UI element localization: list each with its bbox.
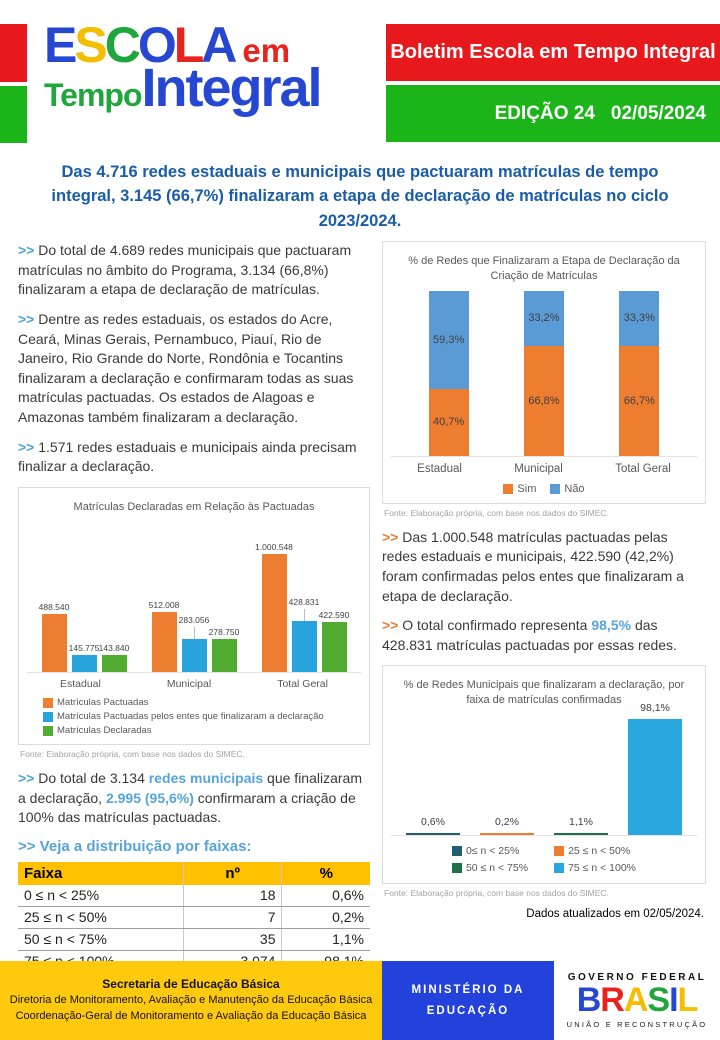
legend-item	[503, 483, 536, 495]
chart-redes-municipais-faixa	[382, 665, 706, 884]
bar	[322, 622, 347, 672]
text-run: das 428.831 matrículas pactuadas por essas redes.	[382, 617, 677, 653]
header	[0, 0, 720, 150]
table-header-cell: nº	[183, 862, 282, 885]
left-paragraphs-top	[18, 241, 370, 477]
category-label: Municipal	[514, 462, 563, 475]
logo-letter: E	[44, 17, 75, 73]
category-label: Estadual	[59, 678, 101, 691]
table-cell: 18	[183, 885, 282, 907]
logo-letter: em	[242, 32, 291, 69]
content-columns	[0, 241, 720, 973]
paragraph	[382, 528, 706, 606]
legend-label: 50 ≤ n < 75%	[465, 861, 529, 874]
legend-item	[452, 862, 528, 874]
text-run: Do total de 4.689 redes municipais que pactuaram matrículas no âmbito do Programa, 3.134 (66,8%) finalizaram a etapa de declaração de matrículas.	[18, 242, 352, 298]
left-edge-green-block	[0, 86, 27, 143]
logo-letter: R	[600, 980, 624, 1019]
logo-letter: Integral	[141, 58, 321, 118]
bar-value-label: 59,3%	[433, 333, 465, 346]
headline: Das 4.716 redes estaduais e municipais que pactuaram matrículas de tempo integral, 3.145 (66,7%) finalizaram a etapa de declaração de matrículas no ciclo 2023/2024.	[51, 163, 669, 230]
bar-value-label: 0,2%	[495, 815, 519, 828]
text-highlight: 2.995 (95,6%)	[105, 789, 194, 806]
text-run: 1.571 redes estaduais e municipais ainda precisam finalizar a declaração.	[18, 438, 357, 475]
chart-plot-area	[391, 701, 697, 836]
paragraph	[382, 616, 706, 655]
bar-wrap	[178, 615, 210, 672]
text-highlight: 98,5%	[591, 617, 632, 634]
chart-plot-area	[391, 291, 697, 457]
bar-wrap	[98, 643, 130, 672]
bar-wrap	[208, 627, 240, 672]
legend-swatch	[554, 863, 564, 873]
bar-value-label: 1.000.548	[255, 542, 293, 553]
chart-matriculas-declaradas	[18, 487, 370, 745]
legend-item	[452, 845, 528, 857]
legend-swatch	[550, 484, 560, 494]
bar-value-label: 428.831	[288, 597, 320, 608]
footer	[0, 961, 720, 1040]
label-leader-line	[194, 627, 195, 639]
table-cell: 50 ≤ n < 75%	[18, 928, 183, 950]
legend-label: 25 ≤ n < 50%	[568, 844, 631, 857]
bar	[102, 655, 127, 672]
legend-label: 0≤ n < 25%	[465, 844, 520, 857]
text-highlight: >>	[382, 617, 403, 634]
bar-wrap	[148, 600, 180, 672]
bar	[292, 621, 317, 672]
bar-segment	[619, 346, 659, 456]
label-leader-line	[304, 609, 305, 621]
chart-legend	[391, 836, 697, 879]
table-cell: 7	[183, 906, 282, 928]
text-run: Das 1.000.548 matrículas pactuadas pelas redes estaduais e municipais, 422.590 (42,2%) foram confirmadas pelos entes que finalizaram a etapa de declaração.	[382, 528, 684, 604]
left-paragraph-bottom	[18, 769, 370, 828]
paragraph	[18, 438, 370, 477]
bar-value-label: 1,1%	[569, 815, 593, 828]
text-highlight: >>	[18, 770, 39, 787]
logo-letter: L	[173, 17, 202, 73]
table-cell: 35	[183, 928, 282, 950]
legend-item	[43, 697, 361, 708]
bar-value-label: 422.590	[318, 610, 350, 621]
chart-category-labels	[391, 457, 697, 477]
bar-wrap	[628, 701, 682, 835]
bar-segment	[524, 291, 564, 346]
logo-word-integral	[141, 58, 321, 118]
paragraph	[18, 241, 370, 300]
bar-segment	[619, 291, 659, 346]
legend-swatch	[554, 846, 564, 856]
bar-wrap	[38, 602, 70, 672]
edition-banner	[386, 85, 720, 142]
legend-label: Matrículas Pactuadas	[57, 697, 149, 709]
text-highlight: >>	[18, 242, 39, 259]
bar-wrap	[406, 815, 460, 835]
bar-group	[38, 602, 130, 672]
right-column	[382, 241, 706, 973]
chart-source: Fonte: Elaboração própria, com base nos dados do SIMEC.	[20, 749, 245, 760]
edition-label: EDIÇÃO 24	[494, 102, 595, 124]
paragraph	[18, 769, 370, 828]
bar-value-label: 145.775	[68, 643, 100, 654]
bar	[554, 833, 608, 835]
bar-value-label: 66,8%	[528, 394, 560, 407]
bulletin-title: Boletim Escola em Tempo Integral	[390, 41, 716, 63]
left-edge-red-block	[0, 24, 27, 82]
table-row	[18, 928, 370, 950]
table-cell: 1,1%	[282, 928, 370, 950]
text-highlight: redes municipais	[148, 770, 264, 787]
text-run: que finalizaram a declaração,	[18, 770, 362, 806]
escola-tempo-integral-logo	[44, 17, 321, 118]
secretaria-line3: Coordenação-Geral de Monitoramento e Avaliação da Educação Básica	[15, 1010, 367, 1023]
legend-label: Matrículas Pactuadas pelos entes que finalizaram a declaração	[57, 711, 324, 723]
bar-value-label: 33,3%	[623, 312, 655, 325]
bar-value-label: 98,1%	[640, 701, 670, 714]
legend-item	[43, 725, 361, 736]
legend-item	[554, 845, 636, 857]
ministerio-line2: EDUCAÇÃO	[426, 1004, 510, 1017]
footer-ministerio	[382, 961, 554, 1040]
bar-value-label: 512.008	[148, 600, 180, 611]
bar	[152, 612, 177, 672]
bar-group	[148, 600, 240, 672]
chart-redes-finalizaram	[382, 241, 706, 504]
chart-category-labels	[27, 673, 361, 692]
secretaria-line2: Diretoria de Monitoramento, Avaliação e Manutenção da Educação Básica	[9, 994, 373, 1007]
legend-swatch	[43, 726, 53, 736]
text-highlight: >>	[18, 438, 39, 455]
faixas-heading: >> Veja a distribuição por faixas:	[18, 837, 252, 855]
footer-governo-federal	[554, 961, 720, 1040]
logo-letter: S	[647, 980, 670, 1019]
bar	[182, 639, 207, 672]
bar	[628, 719, 682, 835]
bar	[72, 655, 97, 672]
text-run: Dentre as redes estaduais, os estados do Acre, Ceará, Minas Gerais, Pernambuco, Piauí, Rio de Janeiro, Rio Grande do Norte, Rondônia e Tocantins finalizaram a declaração e confirmaram todas as suas matrículas pactuadas. Os estados de Alagoas e Amazonas também finalizaram a declaração.	[18, 311, 354, 425]
secretaria-title: Secretaria de Educação Básica	[102, 976, 280, 991]
right-paragraphs	[382, 528, 706, 656]
bar-wrap	[554, 815, 608, 835]
legend-label: Matrículas Declaradas	[57, 725, 152, 737]
chart-legend	[391, 477, 697, 499]
bar-value-label: 0,6%	[421, 815, 445, 828]
text-run: O total confirmado representa	[402, 617, 592, 634]
bar-group	[255, 542, 350, 672]
bar	[42, 614, 67, 672]
text-run: confirmaram a criação de 100% das matrículas pactuadas.	[18, 789, 356, 826]
paragraph	[18, 310, 370, 428]
table-cell: 0 ≤ n < 25%	[18, 885, 183, 907]
ministerio-line1: MINISTÉRIO DA	[411, 983, 525, 996]
bar-value-label: 488.540	[38, 602, 70, 613]
bar	[480, 833, 534, 835]
logo-letter: S	[74, 17, 105, 73]
legend-label: 75 ≤ n < 100%	[568, 861, 637, 874]
legend-swatch	[43, 698, 53, 708]
logo-letter: L	[677, 980, 698, 1019]
bar-value-label: 66,7%	[623, 394, 655, 407]
chart-legend	[27, 692, 361, 740]
text-highlight: >>	[18, 311, 39, 327]
bar-wrap	[288, 597, 320, 672]
bar-value-label: 40,7%	[433, 416, 465, 429]
legend-item	[43, 711, 361, 722]
logo-letter: C	[104, 17, 138, 73]
bulletin-title-banner	[386, 24, 720, 81]
legend-swatch	[503, 484, 513, 494]
logo-letter: A	[201, 17, 235, 73]
table-cell: 0,2%	[282, 906, 370, 928]
left-column	[18, 241, 370, 973]
table-header-cell: %	[282, 862, 370, 885]
legend-label: Sim	[517, 482, 537, 495]
legend-swatch	[452, 863, 462, 873]
text-run: Do total de 3.134	[38, 770, 149, 787]
chart-title: Matrículas Declaradas em Relação às Pactuadas	[73, 500, 315, 513]
logo-word-tempo	[44, 79, 142, 111]
chart-source: Fonte: Elaboração própria, com base nos dados do SIMEC.	[384, 887, 609, 898]
faixas-table	[18, 862, 370, 973]
faixas-table-header	[18, 862, 370, 885]
text-highlight: >>	[382, 528, 403, 545]
bar-value-label: 283.056	[178, 615, 210, 626]
bar-wrap	[480, 815, 534, 835]
legend-swatch	[452, 846, 462, 856]
logo-letter: A	[623, 980, 648, 1019]
bar-value-label: 33,2%	[528, 312, 560, 325]
category-label: Estadual	[417, 462, 462, 475]
legend-swatch	[43, 712, 53, 722]
category-label: Municipal	[166, 678, 212, 691]
table-cell: 0,6%	[282, 885, 370, 907]
legend-item	[550, 483, 584, 495]
bar-wrap	[318, 610, 350, 672]
updated-note: Dados atualizados em 02/05/2024.	[526, 907, 704, 920]
legend-item	[554, 862, 636, 874]
logo-letter: B	[576, 980, 601, 1019]
table-row	[18, 885, 370, 907]
bar-segment	[429, 291, 469, 389]
bar-value-label: 278.750	[208, 627, 240, 638]
stacked-bar	[429, 291, 469, 456]
stacked-bar	[524, 291, 564, 456]
chart-source: Fonte: Elaboração própria, com base nos dados do SIMEC.	[384, 507, 609, 518]
stacked-bar	[619, 291, 659, 456]
bar	[406, 833, 460, 835]
category-label: Total Geral	[277, 678, 328, 691]
brasil-logo	[576, 980, 698, 1019]
bar-segment	[524, 346, 564, 456]
bar-wrap	[68, 643, 100, 672]
uniao-reconstrucao-label: UNIÃO E RECONSTRUÇÃO	[566, 1020, 708, 1030]
table-header-cell: Faixa	[18, 862, 183, 885]
logo-letter: Tempo	[44, 77, 142, 113]
table-row	[18, 906, 370, 928]
logo-letter: I	[669, 980, 678, 1019]
bar-segment	[429, 389, 469, 456]
edition-date: 02/05/2024	[610, 102, 706, 124]
bar	[262, 554, 287, 672]
bar	[212, 639, 237, 672]
bar-wrap	[255, 542, 293, 672]
table-cell: 25 ≤ n < 50%	[18, 906, 183, 928]
legend-label: Não	[564, 482, 585, 495]
chart-plot-area	[27, 522, 361, 673]
bar-value-label: 143.840	[98, 643, 130, 654]
logo-letter: O	[137, 17, 174, 73]
chart-title: % de Redes Municipais que finalizaram a declaração, por faixa de matrículas confirmadas	[403, 679, 685, 706]
governo-federal-label: GOVERNO FEDERAL	[567, 971, 707, 983]
category-label: Total Geral	[615, 462, 671, 475]
footer-secretaria	[0, 961, 382, 1040]
chart-title: % de Redes que Finalizaram a Etapa de Declaração da Criação de Matrículas	[408, 255, 680, 282]
